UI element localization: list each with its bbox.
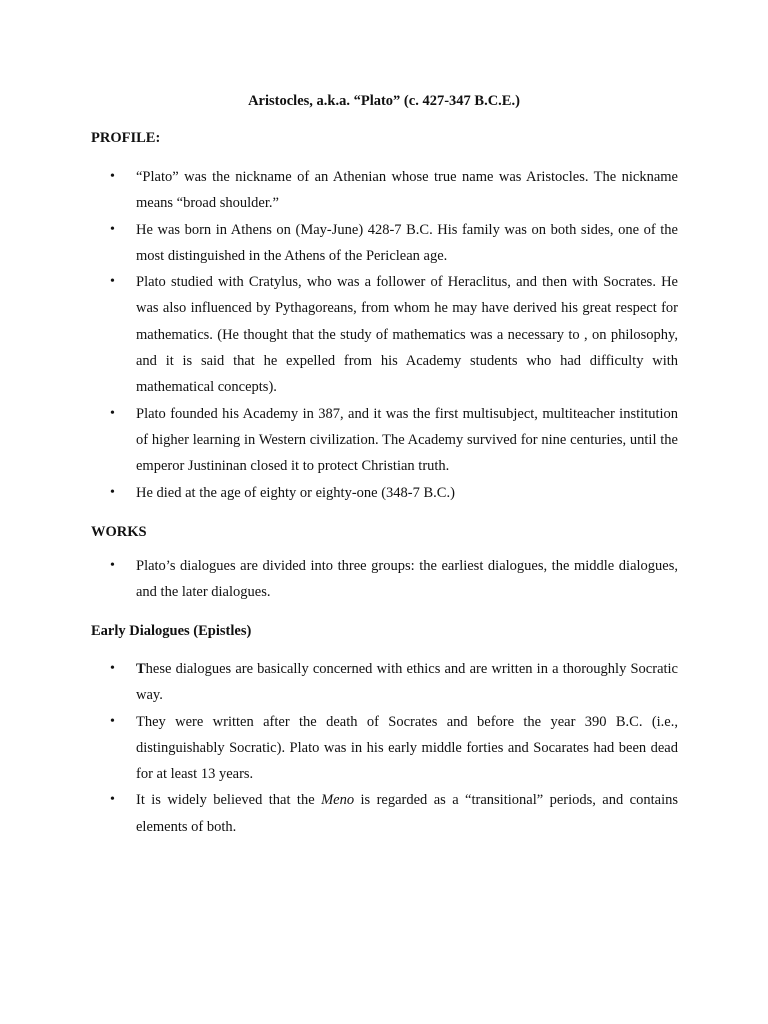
document-title: Aristocles, a.k.a. “Plato” (c. 427-347 B.C.E.) (248, 93, 520, 109)
list-item-first-letter: T (136, 661, 146, 677)
bullet-icon: • (110, 274, 115, 290)
list-item (0, 269, 678, 400)
list-item (0, 656, 678, 709)
list-item-text-after: is regarded as a “transitional” periods, and contains elements of both. (136, 792, 678, 835)
list-item-text: Plato’s dialogues are divided into three groups: the earliest dialogues, the middle dialogues, and the later dialogues. (136, 558, 678, 601)
bullet-icon: • (110, 169, 115, 184)
bullet-icon: • (110, 221, 115, 237)
profile-heading: PROFILE: (91, 130, 161, 146)
list-item (0, 217, 678, 270)
early-dialogues-list (0, 656, 768, 840)
works-heading: WORKS (91, 524, 147, 540)
works-list (0, 553, 768, 606)
list-item (0, 553, 678, 606)
bullet-icon: • (110, 484, 115, 500)
bullet-icon: • (110, 558, 115, 573)
list-item-text: They were written after the death of Socrates and before the year 390 B.C. (i.e., distinguishably Socratic). Plato was in his early middle forties and Socarates had been dead for at least 13 years. (136, 713, 678, 783)
early-dialogues-heading: Early Dialogues (Epistles) (91, 623, 252, 639)
list-item-text: hese dialogues are basically concerned with ethics and are written in a thoroughly Socratic way. (136, 661, 678, 704)
list-item (0, 787, 678, 840)
list-item-text: He was born in Athens on (May-June) 428-7 B.C. His family was on both sides, one of the most distinguished in the Athens of the Periclean age. (136, 221, 678, 264)
list-item-text: “Plato” was the nickname of an Athenian whose true name was Aristocles. The nickname means “broad shoulder.” (136, 169, 678, 212)
list-item-text-before: It is widely believed that the (136, 792, 322, 809)
bullet-icon: • (110, 405, 115, 421)
list-item-text: He died at the age of eighty or eighty-one (348-7 B.C.) (136, 484, 455, 501)
bullet-icon: • (110, 713, 115, 729)
list-item (0, 480, 678, 506)
list-item (0, 709, 678, 788)
list-item (0, 164, 678, 217)
bullet-icon: • (110, 661, 115, 676)
list-item-text: Plato studied with Cratylus, who was a follower of Heraclitus, and then with Socrates. He was also influenced by Pythagoreans, from whom he may have derived his great respect for mathematics. (He thought that the study of mathematics was a necessary to , on philosophy, and it is said that he expelled from his Academy students who had difficulty with mathematical concepts). (136, 274, 678, 396)
list-item-text: Plato founded his Academy in 387, and it was the first multisubject, multiteacher institution of higher learning in Western civilization. The Academy survived for nine centuries, until the emperor Justininan closed it to protect Christian truth. (136, 405, 678, 475)
profile-list (0, 164, 768, 506)
bullet-icon: • (110, 792, 115, 808)
meno-title: Meno (321, 792, 355, 809)
list-item (0, 401, 678, 480)
